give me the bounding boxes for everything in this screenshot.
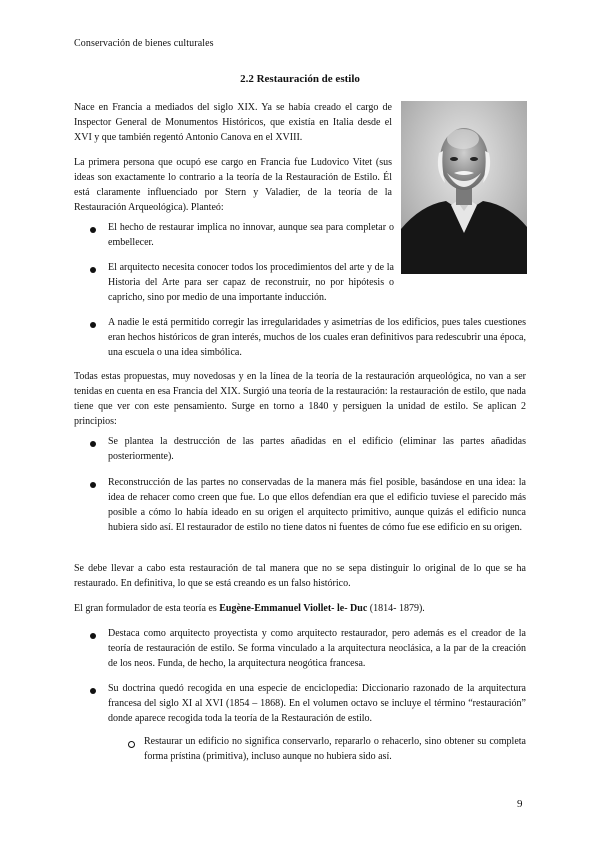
- list-item: Se plantea la destrucción de las partes añadidas en el edificio (eliminar las partes añadidas posteriormente).: [108, 436, 526, 463]
- running-header: Conservación de bienes culturales: [74, 38, 214, 49]
- portrait-image: [401, 101, 527, 274]
- page-number: 9: [517, 798, 523, 810]
- list-item: El arquitecto necesita conocer todos los procedimientos del arte y de la Historia del Arte para ser capaz de reconstruir, no por hipótesis o capricho, sino por medio de una importante inducción.: [108, 262, 394, 304]
- paragraph-false-historic: Se debe llevar a cabo esta restauración de tal manera que no se sepa distinguir lo original de lo que se ha restaurado. En definitiva, lo que se está creando es un falso histórico.: [74, 563, 526, 590]
- bullet-marker: [90, 441, 96, 447]
- portrait-photo: [401, 101, 527, 274]
- bullet-marker: [90, 227, 96, 233]
- list-item: Destaca como arquitecto proyectista y como arquitecto restaurador, pero además es el creador de la teoría de restauración de estilo. Se forma vinculado a la arquitectura neoclásica, a la par de la creación de los neos. Funda, de hecho, la arquitectura neogótica francesa.: [108, 628, 526, 670]
- list-item: Su doctrina quedó recogida en una especie de enciclopedia: Diccionario razonado de la arquitectura francesa del siglo XI al XVI (1854 – 1868). En el volumen octavo se incluye el término “restauración” donde aparece recogida toda la teoría de la Restauración de estilo.: [108, 683, 526, 725]
- list-item: A nadie le está permitido corregir las irregularidades y asimetrías de los edificios, pues tales cuestiones eran hechos históricos de gran interés, muchos de los cuales eran definitivos para redescubrir una época, una escuela o una idea simbólica.: [108, 317, 526, 359]
- viollet-name: Eugène-Emmanuel Viollet- le- Duc: [219, 603, 368, 614]
- section-title: 2.2 Restauración de estilo: [240, 73, 360, 85]
- paragraph-proposals: Todas estas propuestas, muy novedosas y en la línea de la teoría de la restauración arqueológica, no van a ser tenidas en cuenta en esa Francia del XIX. Surgió una teoría de la restauración: la restauración de estilo, que nada tiene que ver con este pensamiento. Surge en torno a 1840 y persiguen la unidad de estilo. Se aplican 2 principios:: [74, 371, 526, 428]
- viollet-intro-text: El gran formulador de esta teoría es: [74, 603, 220, 614]
- paragraph-vitet: La primera persona que ocupó ese cargo en Francia fue Ludovico Vitet (sus ideas son exactamente lo contrario a la teoría de la Restauración de Estilo. Él está claramente influenciado por Stern y Valadier, de la teoría de la Restauración Arqueológica). Planteó:: [74, 157, 392, 214]
- paragraph-intro: Nace en Francia a mediados del siglo XIX. Ya se había creado el cargo de Inspector General de Monumentos Históricos, que existía en Italia desde el XVI y que también regentó Antonio Canova en el XVIII.: [74, 102, 392, 144]
- paragraph-viollet: [74, 601, 526, 616]
- bullet-marker: [90, 688, 96, 694]
- bullet-marker: [90, 633, 96, 639]
- sub-bullet-marker: [128, 741, 135, 748]
- list-item: El hecho de restaurar implica no innovar, aunque sea para completar o embellecer.: [108, 222, 394, 249]
- viollet-dates: (1814- 1879).: [367, 603, 425, 614]
- list-item: Reconstrucción de las partes no conservadas de la manera más fiel posible, basándose en una idea: la idea de rehacer como creen que fue. Lo que ellos defendían era que el edificio tuviese el parecido más posible a cómo lo había ideado en su origen el arquitecto primitivo, aunque quizás el edificio nunca hubiera sido así. El restaurador de estilo no tiene datos ni fuentes de cómo fue ese edificio en su origen.: [108, 477, 526, 534]
- bullet-marker: [90, 482, 96, 488]
- sub-list-item: Restaurar un edificio no significa conservarlo, repararlo o rehacerlo, sino obtener su completa forma prístina (primitiva), incluso aunque no hubiera sido así.: [144, 736, 526, 763]
- bullet-marker: [90, 322, 96, 328]
- bullet-marker: [90, 267, 96, 273]
